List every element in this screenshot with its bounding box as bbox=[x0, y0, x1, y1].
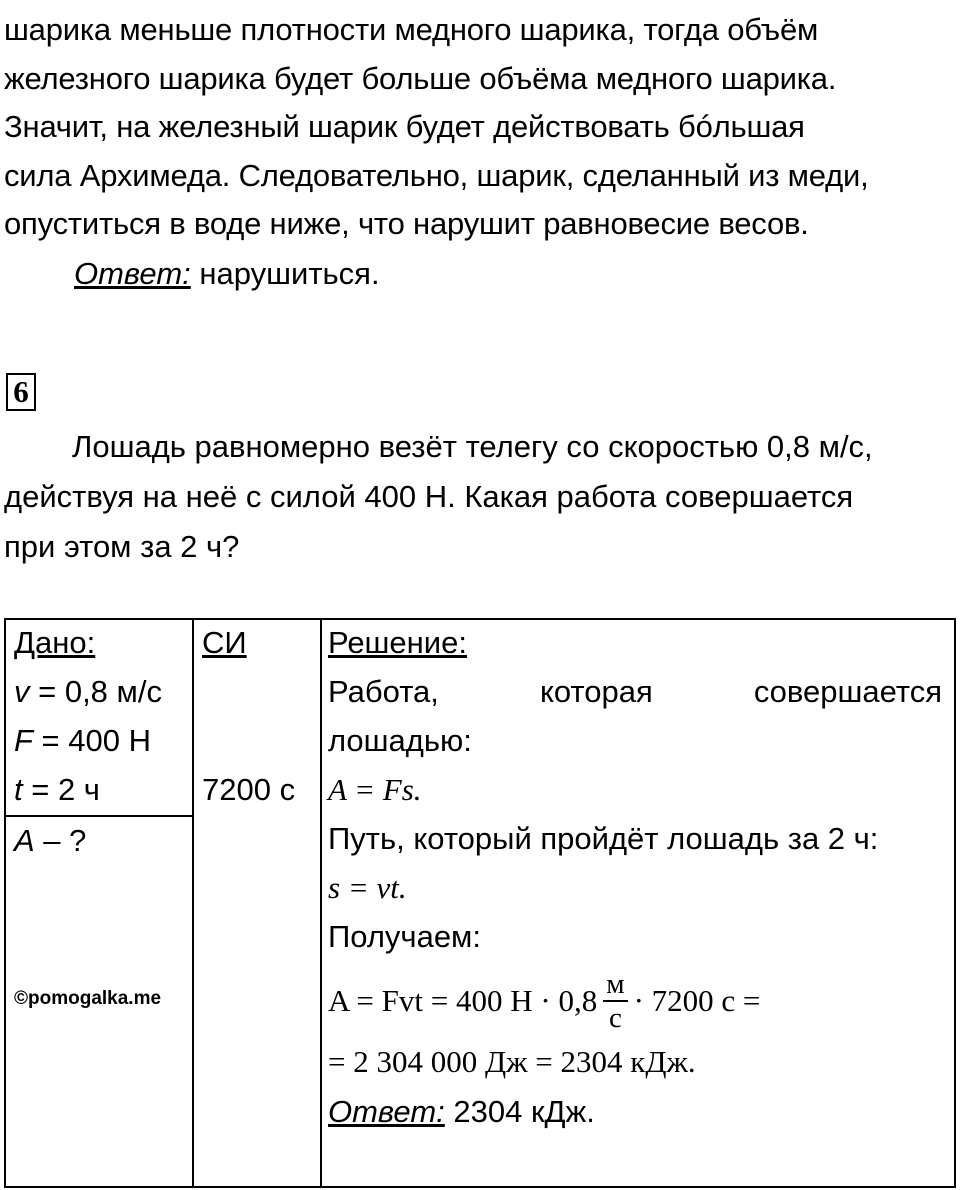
velocity-value: = 0,8 м/с bbox=[29, 674, 162, 709]
answer-text: нарушиться. bbox=[190, 256, 380, 291]
formula-calculation bbox=[328, 966, 760, 1037]
solution-answer bbox=[328, 1088, 595, 1136]
unit-fraction bbox=[603, 968, 627, 1034]
previous-solution-text bbox=[4, 6, 956, 249]
table-border-bottom bbox=[4, 1186, 956, 1188]
formula-path-text: s = vt. bbox=[328, 870, 407, 905]
given-force bbox=[14, 717, 151, 766]
watermark: ©pomogalka.me bbox=[14, 988, 162, 1009]
task-line: действуя на неё с силой 400 Н. Какая работа совершается bbox=[4, 479, 854, 514]
task-number-box: 6 bbox=[6, 373, 36, 411]
solution-word: совершается bbox=[753, 674, 942, 709]
find-quantity bbox=[14, 817, 86, 866]
table-divider-given-si bbox=[192, 618, 194, 1188]
solution-line-1 bbox=[328, 668, 942, 716]
previous-line: железного шарика будет больше объёма медного шарика. bbox=[4, 60, 837, 96]
previous-line: шарика меньше плотности медного шарика, тогда объём bbox=[4, 12, 819, 47]
previous-line: сила Архимеда. Следовательно, шарик, сделанный из меди, bbox=[4, 157, 869, 193]
table-border-right bbox=[954, 618, 956, 1188]
solution-line-6: Получаем: bbox=[328, 919, 481, 954]
formula-work-text: A = Fs. bbox=[328, 772, 422, 807]
previous-answer bbox=[74, 250, 380, 298]
solution-header: Решение: bbox=[328, 625, 467, 660]
answer-label: Ответ: bbox=[74, 256, 191, 291]
velocity-symbol: v bbox=[14, 674, 30, 709]
fraction-numerator: м bbox=[603, 968, 627, 1002]
force-value: = 400 Н bbox=[32, 723, 151, 758]
time-value: = 2 ч bbox=[22, 772, 100, 807]
formula-work bbox=[328, 766, 422, 814]
solution-line-4: Путь, который пройдёт лошадь за 2 ч: bbox=[328, 821, 879, 856]
formula-path bbox=[328, 864, 407, 912]
si-header: СИ bbox=[202, 625, 247, 660]
solution-answer-label: Ответ: bbox=[328, 1094, 445, 1129]
solution-line-2: лошадью: bbox=[328, 723, 472, 758]
solution-word: Работа, bbox=[328, 674, 439, 709]
table-border-left bbox=[4, 618, 6, 1188]
si-time-value: 7200 с bbox=[202, 772, 296, 807]
find-value: – ? bbox=[34, 823, 87, 858]
formula-calc-right: · 7200 с = bbox=[633, 983, 761, 1018]
given-header: Дано: bbox=[14, 625, 96, 660]
formula-result: = 2 304 000 Дж = 2304 кДж. bbox=[328, 1044, 696, 1079]
time-symbol: t bbox=[14, 772, 23, 807]
solution-answer-text: 2304 кДж. bbox=[444, 1094, 595, 1129]
table-divider-si-solution bbox=[320, 618, 322, 1188]
solution-word: которая bbox=[539, 674, 653, 709]
find-symbol: A bbox=[14, 823, 35, 858]
table-border-top bbox=[4, 618, 956, 620]
previous-line: опуститься в воде ниже, что нарушит равновесие весов. bbox=[4, 206, 809, 241]
task-line: при этом за 2 ч? bbox=[4, 529, 240, 564]
formula-calc-left: A = Fvt = 400 Н · 0,8 bbox=[328, 983, 598, 1018]
task-line: Лошадь равномерно везёт телегу со скоростью 0,8 м/с, bbox=[72, 429, 873, 464]
previous-line: Значит, на железный шарик будет действовать бóльшая bbox=[4, 109, 805, 144]
given-velocity bbox=[14, 668, 162, 717]
force-symbol: F bbox=[14, 723, 33, 758]
task-statement bbox=[4, 422, 956, 572]
fraction-denominator: с bbox=[608, 1001, 622, 1034]
given-time bbox=[14, 766, 100, 815]
